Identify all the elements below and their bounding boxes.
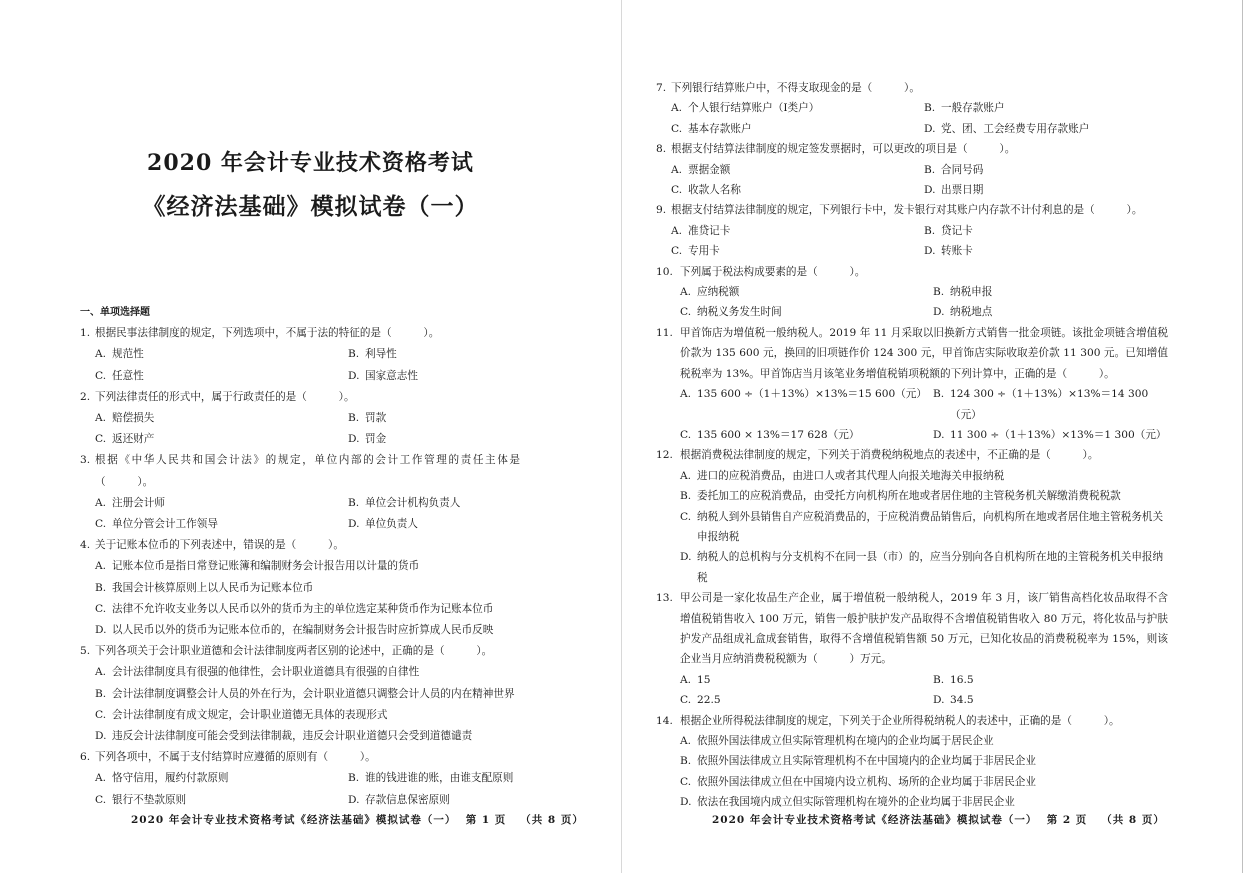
option-text: 存款信息保密原则 bbox=[365, 793, 450, 806]
option-letter: D. bbox=[933, 306, 945, 319]
question bbox=[656, 200, 1168, 261]
question-text: 根据消费税法律制度的规定，下列关于消费税纳税地点的表述中，不正确的是（ ）。 bbox=[680, 449, 1099, 462]
answer-option bbox=[348, 768, 520, 789]
option-letter: B. bbox=[348, 772, 360, 785]
question-stem bbox=[80, 323, 520, 344]
option-list bbox=[80, 556, 520, 641]
option-text: 票据金额 bbox=[688, 163, 731, 176]
exam-subtitle: 《经济法基础》模拟试卷（一） bbox=[142, 193, 479, 220]
option-letter: C. bbox=[671, 122, 683, 135]
option-letter: B. bbox=[933, 388, 945, 401]
option-text: 出票日期 bbox=[941, 184, 984, 197]
questions-page-1 bbox=[80, 302, 520, 811]
question-stem bbox=[656, 588, 1168, 670]
question bbox=[80, 535, 520, 641]
answer-option bbox=[95, 556, 520, 577]
option-letter: C. bbox=[671, 245, 683, 258]
option-text: 罚款 bbox=[365, 412, 387, 425]
option-text: 依法在我国境内成立但实际管理机构在境外的企业均属于非居民企业 bbox=[697, 796, 1015, 809]
option-letter: B. bbox=[95, 687, 107, 700]
answer-option bbox=[924, 119, 1168, 139]
answer-option bbox=[671, 98, 924, 118]
question bbox=[80, 641, 520, 747]
option-text: 注册会计师 bbox=[112, 496, 165, 509]
option-text: 34.5 bbox=[950, 694, 974, 707]
option-letter: D. bbox=[933, 428, 945, 441]
option-text: 单位负责人 bbox=[365, 518, 418, 531]
question-number: 12. bbox=[656, 449, 673, 462]
question-text: 下列银行结算账户中，不得支取现金的是（ ）。 bbox=[671, 82, 920, 94]
option-list bbox=[656, 221, 1168, 262]
option-letter: B. bbox=[348, 412, 360, 425]
option-list bbox=[80, 662, 520, 747]
answer-option bbox=[680, 751, 1168, 771]
question-stem bbox=[656, 323, 1168, 384]
question-text: 根据企业所得税法律制度的规定，下列关于企业所得税纳税人的表述中，正确的是（ ）。 bbox=[680, 714, 1120, 727]
option-list bbox=[656, 670, 1168, 711]
question-stem bbox=[656, 200, 1168, 220]
question-stem bbox=[656, 139, 1168, 159]
question-number: 14. bbox=[656, 714, 673, 727]
answer-option bbox=[680, 282, 933, 302]
question bbox=[656, 445, 1168, 588]
option-letter: D. bbox=[680, 551, 692, 564]
answer-option bbox=[348, 366, 520, 387]
option-letter: C. bbox=[95, 518, 107, 531]
answer-option bbox=[933, 282, 1168, 302]
option-text: 依照外国法律成立且实际管理机构不在中国境内的企业均属于非居民企业 bbox=[697, 755, 1036, 768]
option-letter: A. bbox=[671, 224, 683, 237]
option-letter: C. bbox=[680, 694, 692, 707]
option-text: 收款人名称 bbox=[688, 184, 741, 197]
option-text: 会计法律制度具有很强的他律性，会计职业道德具有很强的自律性 bbox=[112, 666, 420, 679]
questions-page-2 bbox=[656, 78, 1168, 813]
option-text: 委托加工的应税消费品，由受托方向机构所在地或者居住地的主管税务机关解缴消费税税款 bbox=[697, 490, 1121, 503]
answer-option bbox=[680, 690, 933, 710]
option-text: 法律不允许收支业务以人民币以外的货币为主的单位选定某种货币作为记账本位币 bbox=[112, 602, 494, 615]
question bbox=[80, 387, 520, 451]
section-heading: 一、单项选择题 bbox=[80, 307, 150, 318]
option-text: 银行不垫款原则 bbox=[112, 793, 187, 806]
option-text: 124 300 ÷（1＋13%）×13%＝14 300（元） bbox=[950, 388, 1149, 421]
exam-title: 2020 年会计专业技术资格考试 bbox=[147, 150, 474, 176]
answer-option bbox=[680, 302, 933, 322]
answer-option bbox=[95, 344, 348, 365]
exam-page-1 bbox=[0, 0, 621, 873]
question-text: 根据支付结算法律制度的规定签发票据时，可以更改的项目是（ ）。 bbox=[671, 143, 1016, 156]
answer-option bbox=[680, 792, 1168, 812]
exam-page-2 bbox=[621, 0, 1243, 873]
option-letter: C. bbox=[95, 369, 107, 382]
option-letter: C. bbox=[95, 793, 107, 806]
option-text: 准贷记卡 bbox=[688, 224, 731, 237]
option-text: 依照外国法律成立但在中国境内设立机构、场所的企业均属于非居民企业 bbox=[697, 775, 1036, 788]
question-number: 4. bbox=[80, 539, 91, 552]
option-text: 进口的应税消费品，由进口人或者其代理人向报关地海关申报纳税 bbox=[697, 469, 1005, 482]
answer-option bbox=[95, 662, 520, 683]
answer-option bbox=[924, 160, 1168, 180]
question-number: 6. bbox=[80, 751, 91, 764]
option-text: 纳税地点 bbox=[950, 306, 993, 319]
option-text: 赔偿损失 bbox=[112, 412, 155, 425]
answer-option bbox=[680, 507, 1168, 548]
question-number: 5. bbox=[80, 645, 91, 658]
answer-option bbox=[95, 493, 348, 514]
option-text: 违反会计法律制度可能会受到法律制裁，违反会计职业道德只会受到道德谴责 bbox=[112, 730, 473, 743]
option-text: 党、团、工会经费专用存款账户 bbox=[941, 122, 1090, 135]
answer-option bbox=[95, 366, 348, 387]
answer-option bbox=[95, 620, 520, 641]
option-letter: C. bbox=[680, 306, 692, 319]
option-list bbox=[656, 160, 1168, 201]
question-text: 甲公司是一家化妆品生产企业，属于增值税一般纳税人，2019 年 3 月，该厂销售高档化妆品取得不含增值税销售收入 100 万元，销售一般护肤护发产品取得不含增值税销售收入 80 万元，将化妆品与护肤护发产品组成礼盒成套销售，取得不含增值税销售额 50 万元，已知化妆品的消费税税率为 15%，则该企业当月应纳消费税税额为（ ）万元。 bbox=[680, 592, 1168, 666]
option-text: 我国会计核算原则上以人民币为记账本位币 bbox=[112, 581, 314, 594]
option-letter: C. bbox=[680, 775, 692, 788]
option-letter: C. bbox=[95, 602, 107, 615]
option-text: 22.5 bbox=[697, 694, 721, 707]
answer-option bbox=[671, 119, 924, 139]
option-text: 会计法律制度有成文规定，会计职业道德无具体的表现形式 bbox=[112, 708, 388, 721]
question-text: 下列各项中，不属于支付结算时应遵循的原则有（ ）。 bbox=[95, 751, 376, 764]
option-letter: A. bbox=[95, 412, 107, 425]
option-letter: D. bbox=[933, 694, 945, 707]
answer-option bbox=[95, 408, 348, 429]
option-list bbox=[80, 408, 520, 450]
option-letter: A. bbox=[95, 348, 107, 361]
answer-option bbox=[933, 670, 1168, 690]
answer-option bbox=[924, 98, 1168, 118]
question-stem bbox=[656, 78, 1168, 98]
answer-option bbox=[680, 486, 1168, 506]
option-letter: D. bbox=[95, 624, 107, 637]
answer-option bbox=[348, 493, 520, 514]
option-letter: A. bbox=[680, 673, 692, 686]
answer-option bbox=[680, 425, 933, 445]
question-text: 下列各项关于会计职业道德和会计法律制度两者区别的论述中，正确的是（ ）。 bbox=[95, 645, 493, 658]
option-text: 135 600 ÷（1＋13%）×13%＝15 600（元） bbox=[697, 388, 927, 401]
option-letter: A. bbox=[680, 735, 692, 747]
option-list bbox=[656, 282, 1168, 323]
option-text: 纳税人的总机构与分支机构不在同一县（市）的，应当分别向各自机构所在地的主管税务机关申报纳税 bbox=[697, 551, 1164, 584]
option-text: 罚金 bbox=[365, 433, 387, 446]
option-letter: D. bbox=[348, 433, 360, 446]
question-number: 1. bbox=[80, 327, 91, 340]
question bbox=[656, 711, 1168, 813]
option-text: 11 300 ÷（1＋13%）×13%＝1 300（元） bbox=[950, 428, 1167, 441]
option-text: 依照外国法律成立但实际管理机构在境内的企业均属于居民企业 bbox=[697, 735, 994, 747]
option-letter: A. bbox=[95, 496, 107, 509]
option-text: 会计法律制度调整会计人员的外在行为，会计职业道德只调整会计人员的内在精神世界 bbox=[112, 687, 515, 700]
option-letter: B. bbox=[95, 581, 107, 594]
option-letter: A. bbox=[95, 560, 107, 573]
option-letter: B. bbox=[680, 490, 692, 503]
option-letter: C. bbox=[95, 708, 107, 721]
option-text: 恪守信用，履约付款原则 bbox=[112, 772, 229, 785]
option-list bbox=[656, 98, 1168, 139]
option-letter: C. bbox=[671, 184, 683, 197]
option-list bbox=[656, 384, 1168, 445]
option-letter: A. bbox=[680, 469, 692, 482]
option-list bbox=[80, 344, 520, 386]
question bbox=[80, 450, 520, 535]
question-stem bbox=[80, 387, 520, 408]
answer-option bbox=[933, 425, 1168, 445]
answer-option bbox=[680, 731, 1168, 751]
question bbox=[80, 747, 520, 811]
option-text: 基本存款账户 bbox=[688, 122, 752, 135]
option-text: 单位分管会计工作领导 bbox=[112, 518, 218, 531]
answer-option bbox=[933, 302, 1168, 322]
answer-option bbox=[348, 344, 520, 365]
option-text: 15 bbox=[697, 673, 711, 686]
option-letter: A. bbox=[671, 102, 683, 115]
option-text: 纳税申报 bbox=[950, 286, 993, 299]
option-letter: D. bbox=[924, 122, 936, 135]
answer-option bbox=[680, 772, 1168, 792]
answer-option bbox=[348, 429, 520, 450]
option-text: 单位会计机构负责人 bbox=[365, 496, 461, 509]
answer-option bbox=[671, 221, 924, 241]
option-letter: A. bbox=[95, 666, 107, 679]
option-letter: B. bbox=[933, 286, 945, 299]
page-footer: 2020 年会计专业技术资格考试《经济法基础》模拟试卷（一） 第 2 页 （共 8 页） bbox=[712, 814, 1165, 826]
answer-option bbox=[680, 466, 1168, 486]
question bbox=[80, 323, 520, 387]
question-number: 13. bbox=[656, 592, 673, 605]
option-letter: B. bbox=[348, 348, 360, 361]
answer-option bbox=[671, 180, 924, 200]
option-text: 以人民币以外的货币为记账本位币的，在编制财务会计报告时应折算成人民币反映 bbox=[112, 624, 494, 637]
answer-option bbox=[95, 790, 348, 811]
question-text: 下列属于税法构成要素的是（ ）。 bbox=[680, 265, 866, 278]
option-letter: A. bbox=[680, 388, 692, 401]
option-text: 135 600 × 13%＝17 628（元） bbox=[697, 428, 860, 441]
option-letter: B. bbox=[933, 673, 945, 686]
answer-option bbox=[933, 690, 1168, 710]
option-text: 个人银行结算账户（Ⅰ类户） bbox=[688, 102, 820, 115]
option-text: 规范性 bbox=[112, 348, 144, 361]
option-text: 合同号码 bbox=[941, 163, 984, 176]
question-text: 关于记账本位币的下列表述中，错误的是（ ）。 bbox=[95, 539, 344, 552]
option-letter: C. bbox=[680, 428, 692, 441]
option-list bbox=[80, 768, 520, 810]
question-text: 根据民事法律制度的规定，下列选项中，不属于法的特征的是（ ）。 bbox=[95, 327, 440, 340]
answer-option bbox=[95, 705, 520, 726]
answer-option bbox=[95, 578, 520, 599]
option-text: 谁的钱进谁的账，由谁支配原则 bbox=[365, 772, 514, 785]
answer-option bbox=[924, 180, 1168, 200]
question-text: 下列法律责任的形式中，属于行政责任的是（ ）。 bbox=[95, 390, 355, 403]
question-number: 2. bbox=[80, 390, 91, 403]
option-letter: A. bbox=[671, 163, 683, 176]
option-letter: C. bbox=[680, 510, 692, 523]
question bbox=[656, 323, 1168, 445]
option-text: 转账卡 bbox=[941, 245, 973, 258]
question-text: 根据支付结算法律制度的规定，下列银行卡中，发卡银行对其账户内存款不计付利息的是（ ）。 bbox=[671, 204, 1143, 217]
option-letter: D. bbox=[95, 730, 107, 743]
answer-option bbox=[924, 221, 1168, 241]
question-number: 7. bbox=[656, 82, 667, 94]
answer-option bbox=[348, 408, 520, 429]
answer-option bbox=[680, 670, 933, 690]
question-stem bbox=[80, 641, 520, 662]
option-letter: B. bbox=[680, 755, 692, 768]
option-text: 任意性 bbox=[112, 369, 144, 382]
answer-option bbox=[671, 241, 924, 261]
option-list bbox=[656, 466, 1168, 588]
answer-option bbox=[671, 160, 924, 180]
option-letter: D. bbox=[680, 796, 692, 809]
answer-option bbox=[924, 241, 1168, 261]
option-letter: C. bbox=[95, 433, 107, 446]
option-letter: B. bbox=[348, 496, 360, 509]
question-number: 11. bbox=[656, 326, 673, 339]
question-stem bbox=[656, 262, 1168, 282]
question-text: 甲首饰店为增值税一般纳税人。2019 年 11 月采取以旧换新方式销售一批金项链。该批金项链含增值税价款为 135 600 元，换回的旧项链作价 124 300 元，甲首饰店实际收取差价款 11 300 元。已知增值税税率为 13%。甲首饰店当月该笔业务增值税销项税额的下列计算中，正确的是（ ）。 bbox=[680, 326, 1168, 380]
question-number: 9. bbox=[656, 204, 667, 217]
question-stem bbox=[656, 445, 1168, 465]
option-letter: D. bbox=[924, 245, 936, 258]
option-text: 利导性 bbox=[365, 348, 397, 361]
option-letter: B. bbox=[924, 102, 936, 115]
option-letter: D. bbox=[348, 518, 360, 531]
question-number: 3. bbox=[80, 454, 91, 467]
option-letter: D. bbox=[348, 793, 360, 806]
option-letter: B. bbox=[924, 163, 936, 176]
answer-option bbox=[95, 684, 520, 705]
question-stem bbox=[656, 711, 1168, 731]
option-list bbox=[656, 731, 1168, 813]
answer-option bbox=[95, 726, 520, 747]
option-text: 返还财产 bbox=[112, 433, 155, 446]
option-text: 16.5 bbox=[950, 673, 974, 686]
option-text: 记账本位币是指日常登记账簿和编制财务会计报告用以计量的货币 bbox=[112, 560, 420, 573]
question-number: 10. bbox=[656, 265, 673, 278]
option-letter: A. bbox=[680, 286, 692, 299]
answer-option bbox=[933, 384, 1168, 425]
answer-option bbox=[680, 547, 1168, 588]
question-stem bbox=[80, 450, 520, 492]
question bbox=[656, 78, 1168, 139]
question-number: 8. bbox=[656, 143, 667, 156]
option-letter: D. bbox=[348, 369, 360, 382]
option-text: 应纳税额 bbox=[697, 286, 740, 299]
answer-option bbox=[680, 384, 933, 425]
question-stem bbox=[80, 747, 520, 768]
answer-option bbox=[95, 429, 348, 450]
option-letter: D. bbox=[924, 184, 936, 197]
option-text: 纳税义务发生时间 bbox=[697, 306, 782, 319]
question bbox=[656, 262, 1168, 323]
option-text: 纳税人到外县销售自产应税消费品的，于应税消费品销售后，向机构所在地或者居住地主管税务机关申报纳税 bbox=[697, 510, 1164, 543]
option-list bbox=[80, 493, 520, 535]
question bbox=[656, 139, 1168, 200]
option-text: 贷记卡 bbox=[941, 224, 973, 237]
question-text: 根据《中华人民共和国会计法》的规定，单位内部的会计工作管理的责任主体是（ ）。 bbox=[95, 454, 520, 488]
option-text: 国家意志性 bbox=[365, 369, 418, 382]
answer-option bbox=[348, 790, 520, 811]
option-text: 一般存款账户 bbox=[941, 102, 1005, 115]
option-text: 专用卡 bbox=[688, 245, 720, 258]
answer-option bbox=[95, 599, 520, 620]
answer-option bbox=[95, 514, 348, 535]
question-stem bbox=[80, 535, 520, 556]
option-letter: A. bbox=[95, 772, 107, 785]
question bbox=[656, 588, 1168, 710]
page-footer: 2020 年会计专业技术资格考试《经济法基础》模拟试卷（一） 第 1 页 （共 8 页） bbox=[131, 814, 584, 826]
answer-option bbox=[348, 514, 520, 535]
option-letter: B. bbox=[924, 224, 936, 237]
answer-option bbox=[95, 768, 348, 789]
